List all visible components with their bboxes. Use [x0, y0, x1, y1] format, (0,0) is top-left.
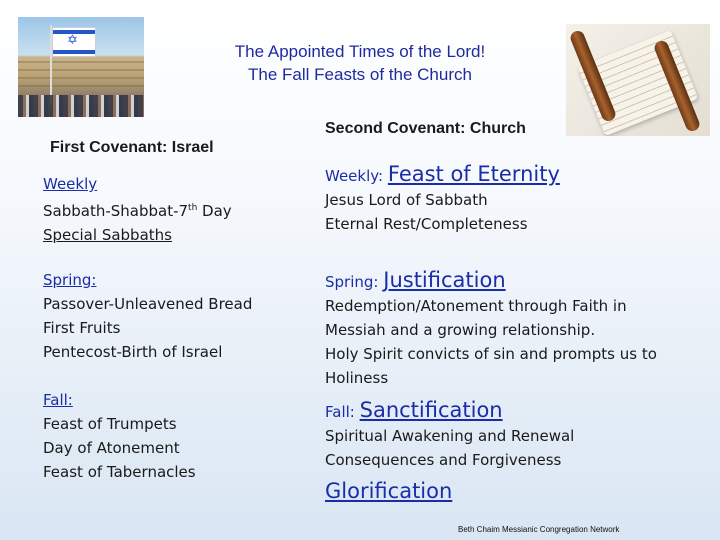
left-column-header: First Covenant: Israel: [50, 139, 214, 156]
right-spring-label: Spring:: [325, 273, 379, 291]
right-spring-heading: [325, 268, 657, 294]
list-item: Pentecost-Birth of Israel: [43, 343, 223, 361]
right-column-header: Second Covenant: Church: [325, 120, 526, 137]
right-spring-title: Justification: [383, 268, 506, 292]
western-wall-flag-photo: [18, 17, 144, 117]
left-fall-label: Fall:: [43, 391, 73, 409]
list-item: Consequences and Forgiveness: [325, 451, 562, 469]
left-weekly-label: Weekly: [43, 175, 98, 193]
right-weekly-section: [325, 162, 560, 236]
wall-brick-line: [18, 77, 144, 79]
flag-stripe: [53, 50, 95, 54]
right-spring-section: [325, 268, 657, 390]
wall-brick-line: [18, 69, 144, 71]
right-fall-heading: [325, 398, 574, 424]
right-fall-section: [325, 398, 574, 472]
list-item: Holy Spirit convicts of sin and prompts us to: [325, 345, 657, 363]
list-item: Holiness: [325, 369, 389, 387]
left-weekly-line-1: [43, 196, 232, 223]
list-item: Spiritual Awakening and Renewal: [325, 427, 575, 445]
left-spring-section: [43, 268, 252, 364]
list-item: Redemption/Atonement through Faith in: [325, 297, 627, 315]
title-line-1: The Appointed Times of the Lord!: [234, 42, 486, 61]
right-weekly-heading: [325, 162, 560, 188]
right-weekly-title: Feast of Eternity: [387, 162, 560, 186]
left-weekly-line-1-text: Sabbath-Shabbat-7: [43, 202, 189, 220]
left-weekly-line-1-end: Day: [197, 202, 232, 220]
list-item: Jesus Lord of Sabbath: [325, 191, 488, 209]
right-weekly-label: Weekly:: [325, 167, 384, 185]
slide-title: [150, 40, 570, 86]
left-spring-label: Spring:: [43, 271, 97, 289]
list-item: Messiah and a growing relationship.: [325, 321, 596, 339]
title-line-2: The Fall Feasts of the Church: [248, 65, 472, 84]
wall-brick-line: [18, 61, 144, 63]
right-fall-title: Sanctification: [359, 398, 503, 422]
left-weekly-section: [43, 172, 232, 247]
left-fall-section: [43, 388, 196, 484]
list-item: Day of Atonement: [43, 439, 180, 457]
wall-brick-line: [18, 85, 144, 87]
glorification-heading: Glorification: [325, 479, 453, 503]
star-of-david-icon: ✡: [67, 33, 78, 48]
torah-scroll-photo: [566, 24, 710, 136]
list-item: Feast of Tabernacles: [43, 463, 196, 481]
footer-credit: Beth Chaim Messianic Congregation Network: [458, 525, 620, 534]
list-item: Feast of Trumpets: [43, 415, 177, 433]
left-weekly-superscript: th: [188, 203, 198, 213]
list-item: Eternal Rest/Completeness: [325, 215, 528, 233]
right-fall-label: Fall:: [325, 403, 355, 421]
crowd: [18, 95, 144, 117]
list-item: Passover-Unleavened Bread: [43, 295, 253, 313]
left-weekly-line-2: Special Sabbaths: [43, 226, 172, 244]
israel-flag-icon: [52, 27, 96, 57]
list-item: First Fruits: [43, 319, 121, 337]
